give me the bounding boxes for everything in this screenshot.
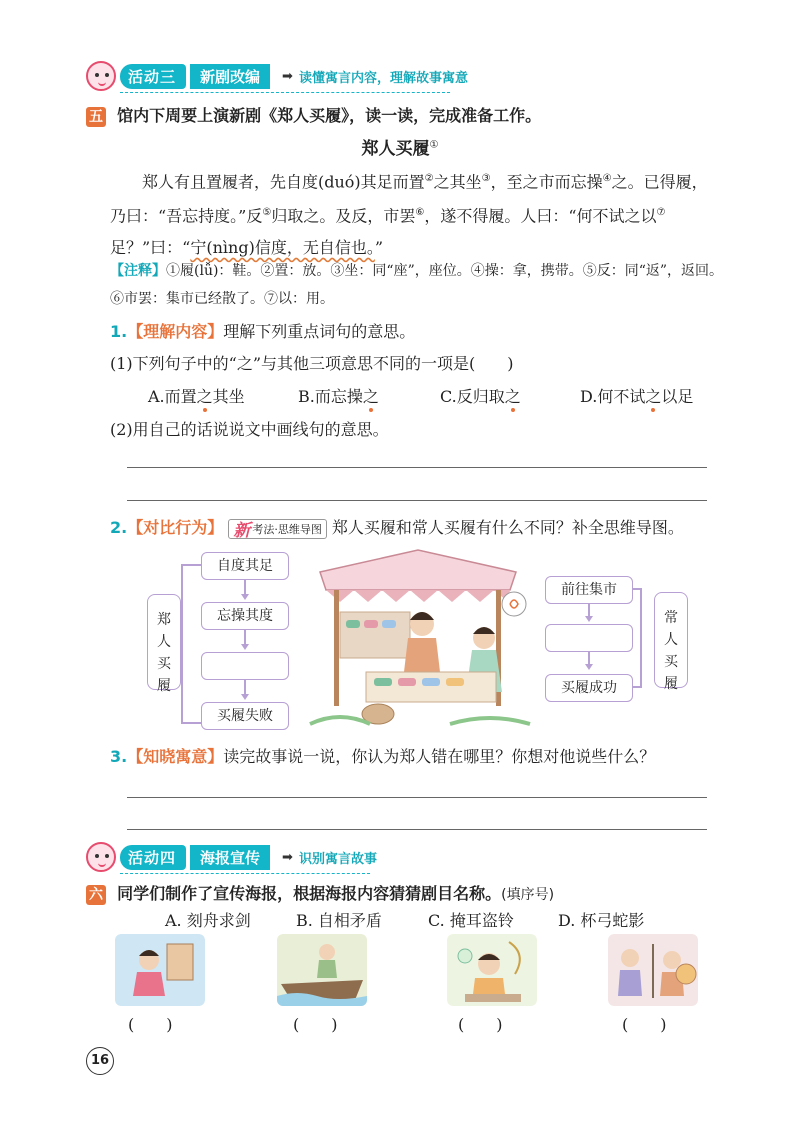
notes-text: ①履(lǚ)：鞋。②置：放。③坐：同“座”，座位。④操：拿，携带。⑤反：同“返”，返回。⑥市罢：集市已经散了。⑦以：用。 xyxy=(110,263,724,307)
activity-3-header xyxy=(86,62,468,90)
activity-3-divider xyxy=(120,92,450,93)
q3-heading: 3.【知晓寓意】读完故事说一说，你认为郑人错在哪里？你想对他说些什么？ xyxy=(110,747,656,766)
question-5-number: 五 xyxy=(86,107,106,127)
q1-sub2: (2)用自己的话说说文中画线句的意思。 xyxy=(110,420,389,439)
question-5-heading xyxy=(86,103,541,127)
mindmap-right-step-2-blank[interactable] xyxy=(545,624,633,652)
q2-heading: 2.【对比行为】 新 考法·思维导图 郑人买履和常人买履有什么不同？补全思维导图。 xyxy=(110,518,684,541)
activity-4-header xyxy=(86,843,377,871)
q1-option-d[interactable]: D.何不试之以足 xyxy=(580,387,694,406)
answer-line[interactable] xyxy=(127,500,707,501)
shoe-stall-illustration xyxy=(300,542,536,728)
mindmap-left-step-4: 买履失败 xyxy=(201,702,289,730)
arrow-down-icon xyxy=(241,644,249,650)
q1-option-a[interactable]: A.而置之其坐 xyxy=(148,387,245,406)
question-6-hint: (填序号) xyxy=(501,887,555,903)
mindmap-left-step-3-blank[interactable] xyxy=(201,652,289,680)
poster-4 xyxy=(608,934,698,1006)
q1-sub1: (1)下列句子中的“之”与其他三项意思不同的一项是( ) xyxy=(110,354,514,373)
q1-heading: 1.【理解内容】理解下列重点词句的意思。 xyxy=(110,322,416,341)
q6-option-d: D. 杯弓蛇影 xyxy=(558,911,645,930)
activity-3-title: 新剧改编 xyxy=(190,64,270,89)
q6-blank-3[interactable]: ( ) xyxy=(458,1015,503,1034)
poster-1 xyxy=(115,934,205,1006)
mascot-icon xyxy=(86,842,116,872)
mindmap-left-step-1: 自度其足 xyxy=(201,552,289,580)
activity-3-label: 活动三 xyxy=(120,64,186,89)
page-number: 16 xyxy=(86,1047,114,1075)
arrow-down-icon xyxy=(585,664,593,670)
q6-blank-2[interactable]: ( ) xyxy=(293,1015,338,1034)
question-6-heading xyxy=(86,881,554,905)
arrow-right-icon: ➡ xyxy=(282,68,293,84)
mindmap-left-step-2: 忘操其度 xyxy=(201,602,289,630)
mindmap-bracket xyxy=(181,564,183,724)
activity-4-label: 活动四 xyxy=(120,845,186,870)
mascot-icon xyxy=(86,61,116,91)
q1-option-c[interactable]: C.反归取之 xyxy=(440,387,521,406)
mindmap-right-label: 常人买履 xyxy=(654,592,688,688)
q6-option-a: A. 刻舟求剑 xyxy=(165,911,251,930)
q1-option-b[interactable]: B.而忘操之 xyxy=(298,387,379,406)
story-notes xyxy=(110,257,730,313)
q6-option-b: B. 自相矛盾 xyxy=(296,911,382,930)
arrow-down-icon xyxy=(241,594,249,600)
q6-blank-1[interactable]: ( ) xyxy=(128,1015,173,1034)
q6-option-c: C. 掩耳盗铃 xyxy=(428,911,514,930)
activity-4-title: 海报宣传 xyxy=(190,845,270,870)
poster-2 xyxy=(277,934,367,1006)
notes-label: 【注释】 xyxy=(110,263,166,279)
activity-4-divider xyxy=(120,873,370,874)
mindmap-right-step-3: 买履成功 xyxy=(545,674,633,702)
question-5-prompt: 馆内下周要上演新剧《郑人买履》，读一读，完成准备工作。 xyxy=(117,106,542,125)
story-title: 郑人买履① xyxy=(361,139,439,159)
activity-4-subtitle: 识别寓言故事 xyxy=(298,851,377,867)
underlined-sentence: 宁(nìng)信度，无自信也。 xyxy=(190,237,375,257)
poster-3 xyxy=(447,934,537,1006)
question-6-prompt: 同学们制作了宣传海报，根据海报内容猜猜剧目名称。 xyxy=(117,884,502,903)
answer-line[interactable] xyxy=(127,829,707,830)
story-paragraph: 郑人有且置履者，先自度(duó)其足而置②之其坐③，至之市而忘操④之。已得履，乃曰：“吾忘持度。”反⑤归取之。及反，市罢⑥，遂不得履。人曰：“何不试之以⑦足？”曰：“宁(nìng)信度，无自信也。” xyxy=(110,172,708,257)
arrow-down-icon xyxy=(241,694,249,700)
mindmap-left-label: 郑人买履 xyxy=(147,594,181,690)
activity-3-subtitle: 读懂寓言内容，理解故事寓意 xyxy=(298,70,468,86)
question-6-number: 六 xyxy=(86,885,106,905)
answer-line[interactable] xyxy=(127,797,707,798)
q6-blank-4[interactable]: ( ) xyxy=(622,1015,667,1034)
arrow-right-icon: ➡ xyxy=(282,849,293,865)
new-method-badge: 新 考法·思维导图 xyxy=(228,519,327,539)
arrow-down-icon xyxy=(585,616,593,622)
mindmap-right-step-1: 前往集市 xyxy=(545,576,633,604)
answer-line[interactable] xyxy=(127,467,707,468)
